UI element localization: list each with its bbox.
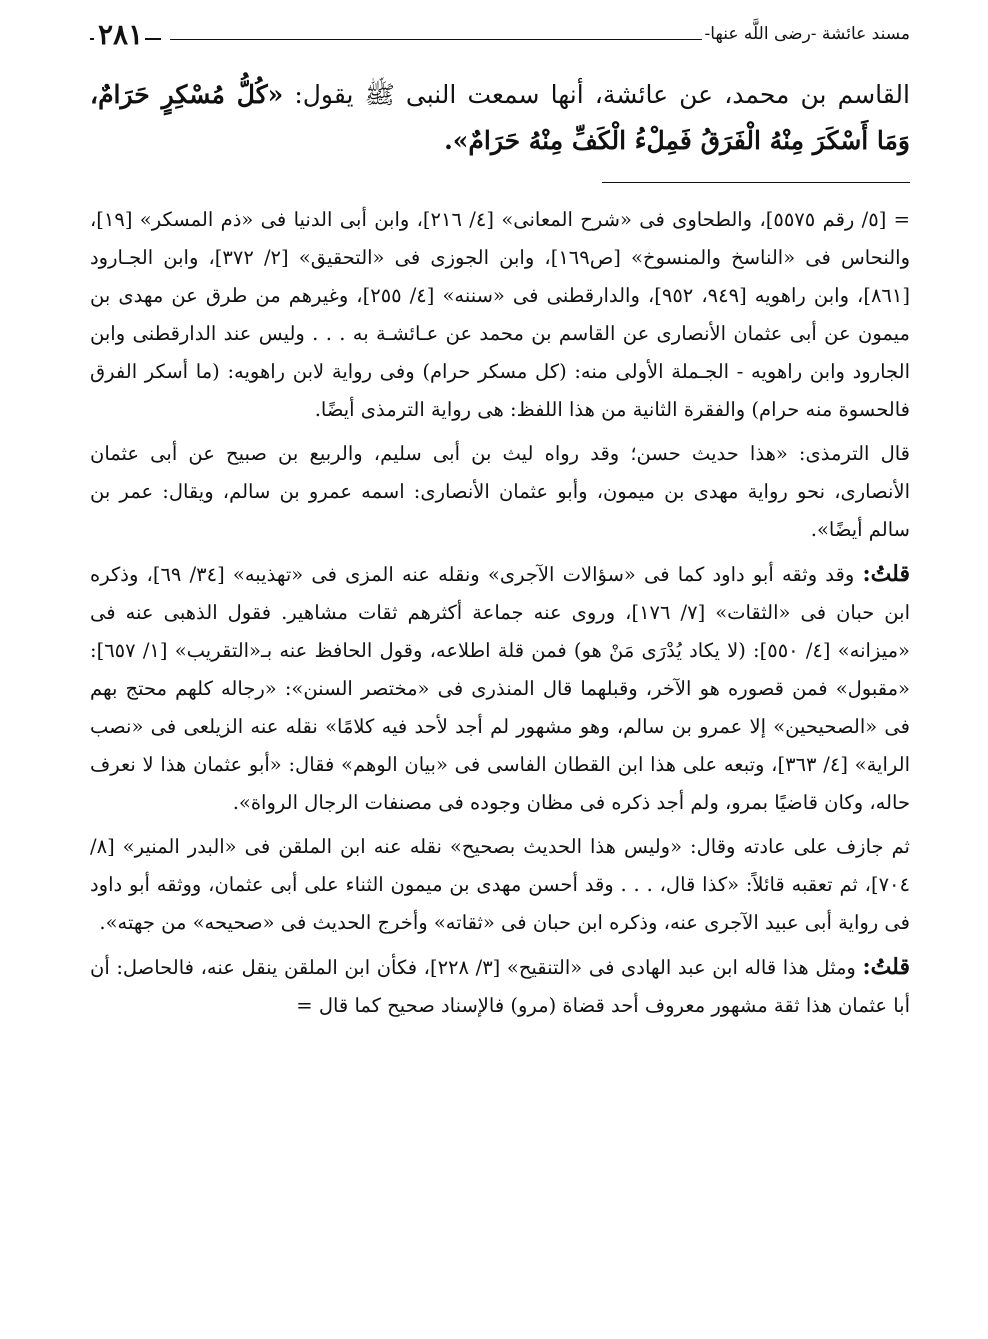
footnote-text: ومثل هذا قاله ابن عبد الهادى فى «التنقيح» [٣/ ٢٢٨]، فكأن ابن الملقن ينقل عنه، فالحاصل: أن أبا عثمان هذا ثقة مشهور معروف أحد قضاة (مرو) فالإسناد صحيح كما قال =	[90, 956, 910, 1017]
page-header	[90, 18, 910, 62]
footnotes	[90, 201, 910, 1025]
footnote-lead: قلتُ:	[862, 561, 910, 587]
footnote-text: ثم جازف على عادته وقال: «وليس هذا الحديث بصحيح» نقله عنه ابن الملقن فى «البدر المنير» [٨/ ٧٠٤]، ثم تعقبه قائلاً: «كذا قال، . . . وقد أحسن مهدى بن ميمون الثناء على أبى عثمان، ووثقه أبو داود فى رواية أبى عبيد الآجرى عنه، وذكره ابن حبان فى «ثقاته» وأخرج الحديث فى «صحيحه» من جهته».	[90, 835, 910, 934]
page	[90, 18, 911, 1031]
header-rule	[170, 39, 702, 40]
footnote-text: وقد وثقه أبو داود كما فى «سؤالات الآجرى» ونقله عنه المزى فى «تهذيبه» [٣٤/ ٦٩]، وذكره ابن حبان فى «الثقات» [٧/ ١٧٦]، وروى عنه جماعة أكثرهم ثقات مشاهير. فقول الذهبى عنه فى «ميزانه» [٤/ ٥٥٠]: (لا يكاد يُدْرَى مَنْ هو) فمن قلة اطلاعه، وقول الحافظ عنه بـ«التقريب» [١/ ٦٥٧]: «مقبول» فمن قصوره هو الآخر، وقبلهما قال المنذرى فى «مختصر السنن»: «رجاله كلهم محتج بهم فى «الصحيحين» إلا عمرو بن سالم، وهو مشهور لم أجد لأحد فيه كلامًا» نقله عنه الزيلعى فى «نصب الراية» [٤/ ٣٦٣]، وتبعه على هذا ابن القطان الفاسى فى «بيان الوهم» فقال: «أبو عثمان هذا لا نعرف حاله، وكان قاضيًا بمرو، ولم أجد ذكره فى مظان وجوده فى مصنفات الرجال الرواة».	[90, 563, 911, 814]
running-title: مسند عائشة -رضى اللَّه عنها-	[704, 24, 910, 44]
header-dash-left	[90, 38, 94, 40]
footnote-text: قال الترمذى: «هذا حديث حسن؛ وقد رواه ليث بن أبى سليم، والربيع بن صبيح عن أبى عثمان الأنصارى، نحو رواية مهدى بن ميمون، وأبو عثمان الأنصارى: اسمه عمرو بن سالم، ويقال: عمر بن سالم أيضًا».	[90, 442, 910, 541]
footnote-separator	[602, 182, 910, 183]
footnote-text: = [٥/ رقم ٥٥٧٥]، والطحاوى فى «شرح المعانى» [٤/ ٢١٦]، وابن أبى الدنيا فى «ذم المسكر» [١٩]، والنحاس فى «الناسخ والمنسوخ» [ص١٦٩]، وابن الجوزى فى «التحقيق» [٢/ ٣٧٢]، وابن الجـارود [٨٦١]، وابن راهويه [٩٤٩، ٩٥٢]، والدارقطنى فى «سننه» [٤/ ٢٥٥]، وغيرهم من طرق عن مهدى بن ميمون عن أبى عثمان الأنصارى عن القاسم بن محمد عن عـائشـة به . . . وليس عند الدارقطنى وابن الجارود وابن راهويه - الجـملة الأولى منه: (كل مسكر حرام) وفى رواية لابن راهويه: (ما أسكر الفرق فالحسوة منه حرام) والفقرة الثانية من هذا اللفظ: هى رواية الترمذى أيضًا.	[90, 208, 910, 421]
main-text	[90, 72, 910, 164]
footnote-paragraph	[90, 435, 910, 549]
footnote-paragraph	[90, 948, 910, 1025]
page-number: ٢٨١	[98, 18, 144, 51]
main-narration: القاسم بن محمد، عن عائشة، أنها سمعت النبى ﷺ يقول:	[283, 80, 910, 109]
footnote-paragraph	[90, 555, 910, 822]
header-dash	[145, 38, 161, 40]
footnote-paragraph	[90, 201, 910, 429]
hadith-text: «كُلُّ مُسْكِرٍ حَرَامٌ، وَمَا أَسْكَرَ مِنْهُ الْفَرَقُ فَمِلْءُ الْكَفِّ مِنْهُ حَرَامٌ».	[90, 80, 910, 155]
footnote-lead: قلتُ:	[862, 954, 910, 980]
footnote-paragraph	[90, 828, 910, 942]
